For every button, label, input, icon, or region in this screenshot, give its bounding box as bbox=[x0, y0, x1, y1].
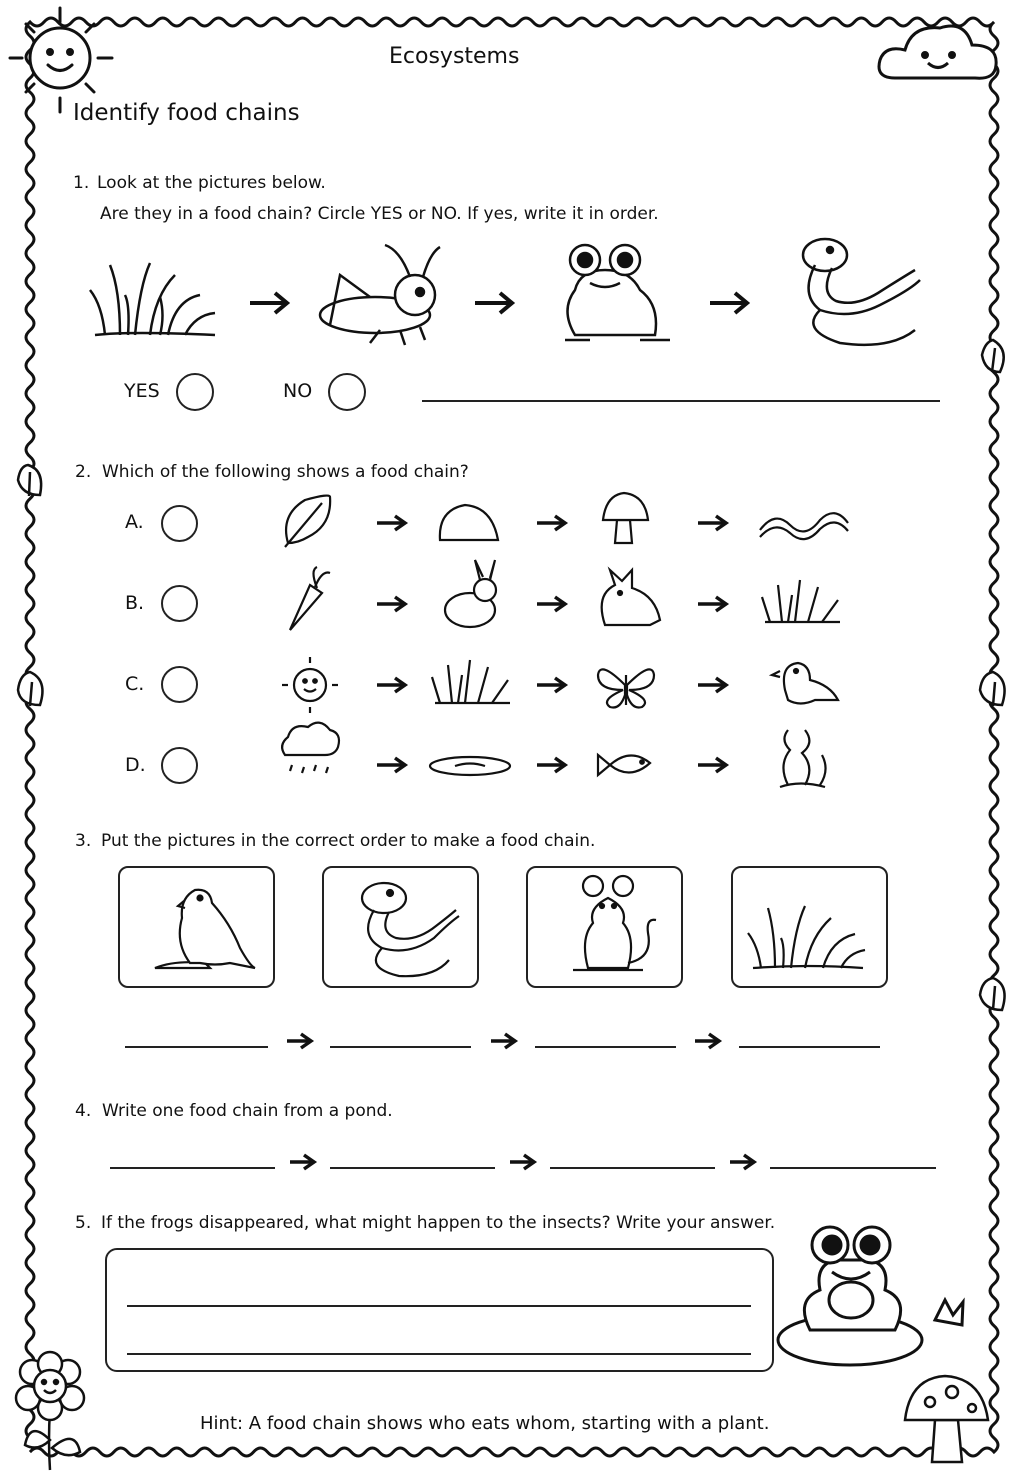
carrot-icon bbox=[290, 567, 330, 630]
q5-text: If the frogs disappeared, what might happen to the insects? Write your answer. bbox=[101, 1213, 776, 1233]
snake-icon bbox=[324, 868, 477, 986]
q1-answer-line[interactable] bbox=[422, 400, 940, 402]
q5-answer-line-1[interactable] bbox=[127, 1305, 751, 1307]
arrow-icon bbox=[508, 1152, 538, 1172]
q3-number: 3. bbox=[75, 831, 92, 851]
grass-icon bbox=[733, 868, 886, 986]
mushroom-icon bbox=[603, 493, 648, 543]
q4-answer-blank-4[interactable] bbox=[770, 1167, 936, 1169]
bird-icon bbox=[772, 663, 838, 704]
q2-number: 2. bbox=[75, 462, 92, 482]
arrow-icon bbox=[728, 1152, 758, 1172]
q2-option-c-circle[interactable] bbox=[161, 666, 198, 703]
arrow-icon bbox=[377, 758, 405, 772]
arrow-icon bbox=[537, 597, 565, 611]
rain-cloud-icon bbox=[282, 723, 339, 773]
frog-icon bbox=[565, 245, 670, 340]
q3-answer-blank-1[interactable] bbox=[125, 1046, 268, 1048]
q1-no-label: NO bbox=[283, 380, 313, 402]
q3-card-mouse[interactable] bbox=[526, 866, 683, 988]
q3-card-grass[interactable] bbox=[731, 866, 888, 988]
arrow-icon bbox=[710, 293, 747, 313]
q3-answer-blank-2[interactable] bbox=[330, 1046, 471, 1048]
arrow-icon bbox=[475, 293, 512, 313]
q4-number: 4. bbox=[75, 1101, 92, 1121]
q3-text: Put the pictures in the correct order to make a food chain. bbox=[101, 831, 596, 851]
puddle-icon bbox=[430, 757, 510, 775]
leaf-icon bbox=[285, 496, 330, 547]
fish-icon bbox=[598, 755, 650, 775]
snake-icon bbox=[803, 239, 920, 345]
arrow-icon bbox=[537, 678, 565, 692]
q5-answer-box[interactable] bbox=[105, 1248, 774, 1372]
q2-option-a-circle[interactable] bbox=[161, 505, 198, 542]
q2-option-b-letter: B. bbox=[125, 592, 145, 614]
arrow-icon bbox=[377, 516, 405, 530]
frog-icon bbox=[778, 1227, 963, 1365]
grass-icon bbox=[90, 263, 215, 335]
worm-icon bbox=[760, 513, 848, 539]
grass-icon bbox=[432, 660, 510, 703]
butterfly-icon bbox=[598, 669, 654, 707]
hint-text: Hint: A food chain shows who eats whom, starting with a plant. bbox=[200, 1413, 770, 1434]
q4-answer-blank-3[interactable] bbox=[550, 1167, 715, 1169]
arrow-icon bbox=[250, 293, 287, 313]
arrow-icon bbox=[537, 758, 565, 772]
q2-text: Which of the following shows a food chain? bbox=[102, 462, 469, 482]
arrow-icon bbox=[377, 678, 405, 692]
arrow-icon bbox=[698, 678, 726, 692]
q3-card-snake[interactable] bbox=[322, 866, 479, 988]
q2-option-d-circle[interactable] bbox=[161, 747, 198, 784]
q2-option-a-letter: A. bbox=[125, 511, 144, 533]
q3-card-hawk[interactable] bbox=[118, 866, 275, 988]
arrow-icon bbox=[537, 516, 565, 530]
arrow-icon bbox=[288, 1152, 318, 1172]
q1-no-circle[interactable] bbox=[328, 373, 366, 411]
q2-option-pictures bbox=[270, 485, 870, 805]
q3-answer-blank-4[interactable] bbox=[739, 1046, 880, 1048]
q5-number: 5. bbox=[75, 1213, 92, 1233]
q1-number: 1. bbox=[73, 173, 90, 193]
fox-icon bbox=[602, 570, 660, 625]
q4-answer-blank-2[interactable] bbox=[330, 1167, 495, 1169]
rabbit-icon bbox=[445, 560, 496, 627]
arrow-icon bbox=[693, 1031, 723, 1051]
page-subtitle: Identify food chains bbox=[73, 100, 300, 126]
q1-food-chain-pictures bbox=[80, 235, 940, 355]
q1-text-line2: Are they in a food chain? Circle YES or NO. If yes, write it in order. bbox=[100, 204, 659, 224]
q5-answer-line-2[interactable] bbox=[127, 1353, 751, 1355]
q4-answer-blank-1[interactable] bbox=[110, 1167, 275, 1169]
arrow-icon bbox=[698, 516, 726, 530]
arrow-icon bbox=[489, 1031, 519, 1051]
page-title: Ecosystems bbox=[389, 44, 520, 69]
q2-option-c-letter: C. bbox=[125, 673, 145, 695]
arrow-icon bbox=[698, 758, 726, 772]
q4-text: Write one food chain from a pond. bbox=[102, 1101, 393, 1121]
grasshopper-icon bbox=[320, 245, 440, 345]
mouse-icon bbox=[528, 868, 681, 986]
grass-icon bbox=[762, 580, 840, 622]
q1-yes-circle[interactable] bbox=[176, 373, 214, 411]
arrow-icon bbox=[698, 597, 726, 611]
rock-icon bbox=[440, 505, 498, 540]
q2-option-b-circle[interactable] bbox=[161, 585, 198, 622]
q1-text-line1: Look at the pictures below. bbox=[97, 173, 326, 193]
sun-icon bbox=[282, 657, 338, 713]
q1-yes-label: YES bbox=[124, 380, 160, 402]
q3-answer-blank-3[interactable] bbox=[535, 1046, 676, 1048]
hawk-icon bbox=[120, 868, 273, 986]
seaweed-icon bbox=[780, 730, 826, 787]
cloud-icon bbox=[879, 26, 996, 78]
arrow-icon bbox=[377, 597, 405, 611]
flower-icon bbox=[16, 1352, 84, 1470]
mushroom-icon bbox=[905, 1376, 988, 1462]
arrow-icon bbox=[285, 1031, 315, 1051]
q2-option-d-letter: D. bbox=[125, 754, 146, 776]
